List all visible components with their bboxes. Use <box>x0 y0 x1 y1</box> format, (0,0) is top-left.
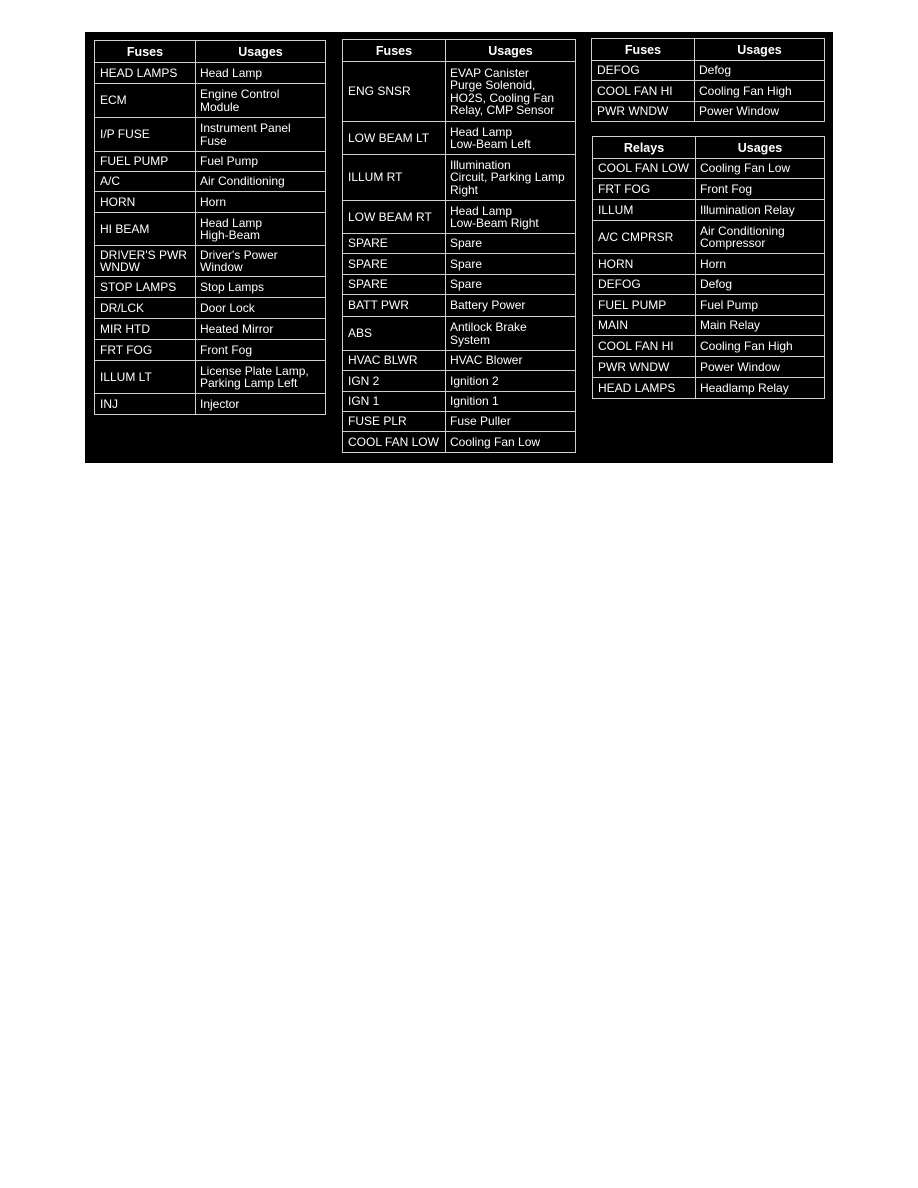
table-row <box>592 61 825 81</box>
col-header-fuses: Fuses <box>95 41 196 63</box>
table-row <box>95 394 326 415</box>
table-row <box>343 295 576 317</box>
table-row <box>95 340 326 361</box>
fuse-name-cell: HVAC BLWR <box>343 351 446 371</box>
fuse-name-cell: SPARE <box>343 234 446 254</box>
usage-cell: Main Relay <box>696 316 825 336</box>
table-header-row <box>593 137 825 159</box>
relay-table <box>592 136 825 399</box>
table-row <box>95 118 326 152</box>
table-row <box>593 357 825 378</box>
table-row <box>343 254 576 275</box>
table-row <box>343 351 576 371</box>
fuse-name-cell: A/C CMPRSR <box>593 221 696 254</box>
fuse-name-cell: LOW BEAM RT <box>343 201 446 234</box>
fuse-name-cell: A/C <box>95 172 196 192</box>
table-row <box>95 277 326 298</box>
fuse-name-cell: ILLUM LT <box>95 361 196 394</box>
fuse-name-cell: DEFOG <box>592 61 695 81</box>
fuse-table-2 <box>342 39 576 453</box>
table-row <box>343 201 576 234</box>
usage-cell: Antilock Brake System <box>446 317 576 351</box>
table-row <box>593 295 825 316</box>
col-header-usages: Usages <box>695 39 825 61</box>
table-row <box>592 102 825 122</box>
fuse-name-cell: I/P FUSE <box>95 118 196 152</box>
fuse-name-cell: MAIN <box>593 316 696 336</box>
usage-cell: Spare <box>446 234 576 254</box>
fuse-name-cell: FUEL PUMP <box>593 295 696 316</box>
fuse-name-cell: COOL FAN LOW <box>593 159 696 179</box>
usage-cell: Power Window <box>695 102 825 122</box>
fuse-name-cell: IGN 2 <box>343 371 446 392</box>
usage-cell: Air Conditioning Compressor <box>696 221 825 254</box>
fuse-name-cell: COOL FAN HI <box>592 81 695 102</box>
fuse-name-cell: DEFOG <box>593 275 696 295</box>
usage-cell: Head Lamp <box>196 63 326 84</box>
usage-cell: Front Fog <box>196 340 326 361</box>
fuse-name-cell: HI BEAM <box>95 213 196 246</box>
table-row <box>343 392 576 412</box>
fuse-name-cell: SPARE <box>343 275 446 295</box>
fuse-name-cell: HEAD LAMPS <box>593 378 696 399</box>
table-row <box>95 213 326 246</box>
table-row <box>593 200 825 221</box>
usage-cell: Spare <box>446 275 576 295</box>
usage-cell: Ignition 1 <box>446 392 576 412</box>
usage-cell: Ignition 2 <box>446 371 576 392</box>
usage-cell: Head Lamp Low-Beam Right <box>446 201 576 234</box>
usage-cell: Fuel Pump <box>696 295 825 316</box>
table-row <box>592 81 825 102</box>
table-row <box>95 63 326 84</box>
usage-cell: Illumination Relay <box>696 200 825 221</box>
fuse-relay-chart-panel <box>85 32 833 463</box>
fuse-name-cell: FRT FOG <box>95 340 196 361</box>
table-row <box>95 172 326 192</box>
usage-cell: Front Fog <box>696 179 825 200</box>
fuse-name-cell: FUSE PLR <box>343 412 446 432</box>
fuse-name-cell: PWR WNDW <box>593 357 696 378</box>
usage-cell: Door Lock <box>196 298 326 319</box>
fuse-name-cell: IGN 1 <box>343 392 446 412</box>
usage-cell: Defog <box>696 275 825 295</box>
table-header-row <box>95 41 326 63</box>
fuse-name-cell: DRIVER'S PWR WNDW <box>95 246 196 277</box>
table-row <box>95 192 326 213</box>
table-row <box>593 316 825 336</box>
fuse-name-cell: ENG SNSR <box>343 62 446 122</box>
usage-cell: Spare <box>446 254 576 275</box>
col-header-usages: Usages <box>446 40 576 62</box>
usage-cell: Injector <box>196 394 326 415</box>
usage-cell: HVAC Blower <box>446 351 576 371</box>
fuse-name-cell: DR/LCK <box>95 298 196 319</box>
usage-cell: Instrument Panel Fuse <box>196 118 326 152</box>
fuse-name-cell: STOP LAMPS <box>95 277 196 298</box>
fuse-name-cell: ECM <box>95 84 196 118</box>
usage-cell: Stop Lamps <box>196 277 326 298</box>
table-row <box>593 159 825 179</box>
fuse-name-cell: PWR WNDW <box>592 102 695 122</box>
col-header-usages: Usages <box>196 41 326 63</box>
usage-cell: Cooling Fan High <box>696 336 825 357</box>
usage-cell: Air Conditioning <box>196 172 326 192</box>
table-row <box>95 84 326 118</box>
fuse-name-cell: LOW BEAM LT <box>343 122 446 155</box>
table-row <box>343 122 576 155</box>
fuse-name-cell: SPARE <box>343 254 446 275</box>
fuse-name-cell: ILLUM <box>593 200 696 221</box>
col-header-relays: Relays <box>593 137 696 159</box>
usage-cell: Engine Control Module <box>196 84 326 118</box>
table-row <box>95 152 326 172</box>
table-row <box>593 378 825 399</box>
col-header-fuses: Fuses <box>343 40 446 62</box>
fuse-name-cell: ABS <box>343 317 446 351</box>
table-row <box>343 371 576 392</box>
fuse-table-3 <box>591 38 825 122</box>
table-row <box>343 412 576 432</box>
fuse-name-cell: HORN <box>95 192 196 213</box>
usage-cell: Cooling Fan Low <box>696 159 825 179</box>
table-row <box>343 317 576 351</box>
usage-cell: Cooling Fan Low <box>446 432 576 453</box>
table-row <box>95 298 326 319</box>
usage-cell: EVAP Canister Purge Solenoid, HO2S, Cooling Fan Relay, CMP Sensor <box>446 62 576 122</box>
fuse-name-cell: COOL FAN LOW <box>343 432 446 453</box>
usage-cell: Illumination Circuit, Parking Lamp Right <box>446 155 576 201</box>
usage-cell: Power Window <box>696 357 825 378</box>
fuse-name-cell: HEAD LAMPS <box>95 63 196 84</box>
usage-cell: Horn <box>196 192 326 213</box>
table-row <box>343 432 576 453</box>
fuse-table-1 <box>94 40 326 415</box>
usage-cell: Fuel Pump <box>196 152 326 172</box>
fuse-name-cell: ILLUM RT <box>343 155 446 201</box>
table-row <box>95 246 326 277</box>
table-row <box>343 62 576 122</box>
usage-cell: License Plate Lamp, Parking Lamp Left <box>196 361 326 394</box>
usage-cell: Heated Mirror <box>196 319 326 340</box>
table-row <box>343 275 576 295</box>
usage-cell: Battery Power <box>446 295 576 317</box>
usage-cell: Defog <box>695 61 825 81</box>
fuse-name-cell: INJ <box>95 394 196 415</box>
table-row <box>593 254 825 275</box>
table-row <box>95 361 326 394</box>
table-row <box>593 221 825 254</box>
fuse-name-cell: MIR HTD <box>95 319 196 340</box>
usage-cell: Fuse Puller <box>446 412 576 432</box>
table-row <box>593 336 825 357</box>
fuse-name-cell: BATT PWR <box>343 295 446 317</box>
col-header-usages: Usages <box>696 137 825 159</box>
usage-cell: Horn <box>696 254 825 275</box>
table-header-row <box>343 40 576 62</box>
table-row <box>593 275 825 295</box>
usage-cell: Driver's Power Window <box>196 246 326 277</box>
fuse-name-cell: FRT FOG <box>593 179 696 200</box>
usage-cell: Headlamp Relay <box>696 378 825 399</box>
table-header-row <box>592 39 825 61</box>
fuse-name-cell: HORN <box>593 254 696 275</box>
usage-cell: Head Lamp High-Beam <box>196 213 326 246</box>
usage-cell: Head Lamp Low-Beam Left <box>446 122 576 155</box>
usage-cell: Cooling Fan High <box>695 81 825 102</box>
table-row <box>343 234 576 254</box>
table-row <box>593 179 825 200</box>
table-row <box>343 155 576 201</box>
fuse-name-cell: FUEL PUMP <box>95 152 196 172</box>
fuse-name-cell: COOL FAN HI <box>593 336 696 357</box>
table-row <box>95 319 326 340</box>
col-header-fuses: Fuses <box>592 39 695 61</box>
